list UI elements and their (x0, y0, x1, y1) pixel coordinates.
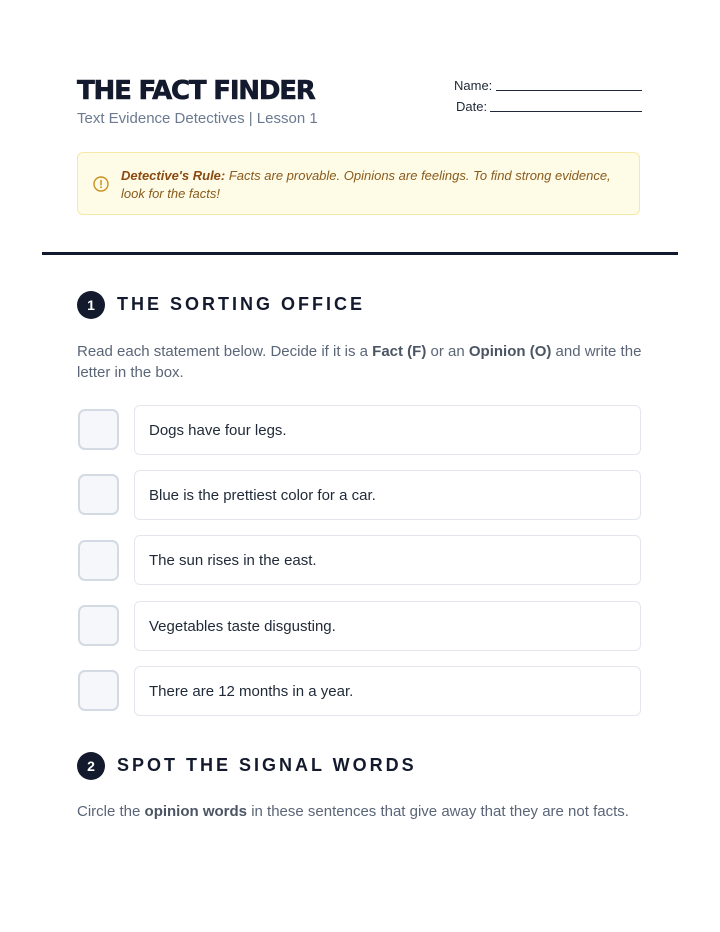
detective-rule-callout (77, 152, 640, 215)
section-instructions: Read each statement below. Decide if it is a Fact (F) or an Opinion (O) and write the letter in the box. (77, 343, 642, 381)
answer-box[interactable] (78, 670, 119, 711)
statement-card (134, 405, 641, 455)
answer-box[interactable] (78, 409, 119, 450)
page-subtitle: Text Evidence Detectives | Lesson 1 (77, 110, 318, 127)
statement-text: The sun rises in the east. (149, 552, 317, 569)
rule-text: Facts are provable. Opinions are feelings. To find strong evidence, look for the facts! (121, 168, 611, 201)
section-divider (42, 252, 678, 255)
info-circle-icon (93, 176, 109, 192)
section-instructions: Circle the opinion words in these sentences that give away that they are not facts. (77, 803, 629, 820)
name-field[interactable] (496, 90, 642, 91)
callout-text (121, 167, 626, 203)
section-title: THE SORTING OFFICE (117, 294, 366, 314)
name-label: Name: (454, 78, 493, 93)
date-field[interactable] (490, 111, 642, 112)
answer-box[interactable] (78, 540, 119, 581)
section-number-badge: 1 (77, 291, 105, 319)
statement-card (134, 666, 641, 716)
statement-text: Dogs have four legs. (149, 422, 287, 439)
answer-box[interactable] (78, 605, 119, 646)
statement-text: There are 12 months in a year. (149, 683, 354, 700)
statement-text: Vegetables taste disgusting. (149, 618, 336, 635)
rule-label: Detective's Rule: (121, 168, 226, 183)
statement-text: Blue is the prettiest color for a car. (149, 487, 376, 504)
statement-card (134, 470, 641, 520)
statement-card (134, 601, 641, 651)
page-title: THE FACT FINDER (77, 76, 315, 106)
date-label: Date: (456, 99, 488, 114)
statement-card (134, 535, 641, 585)
answer-box[interactable] (78, 474, 119, 515)
section-title: SPOT THE SIGNAL WORDS (117, 755, 417, 775)
section-number-badge: 2 (77, 752, 105, 780)
